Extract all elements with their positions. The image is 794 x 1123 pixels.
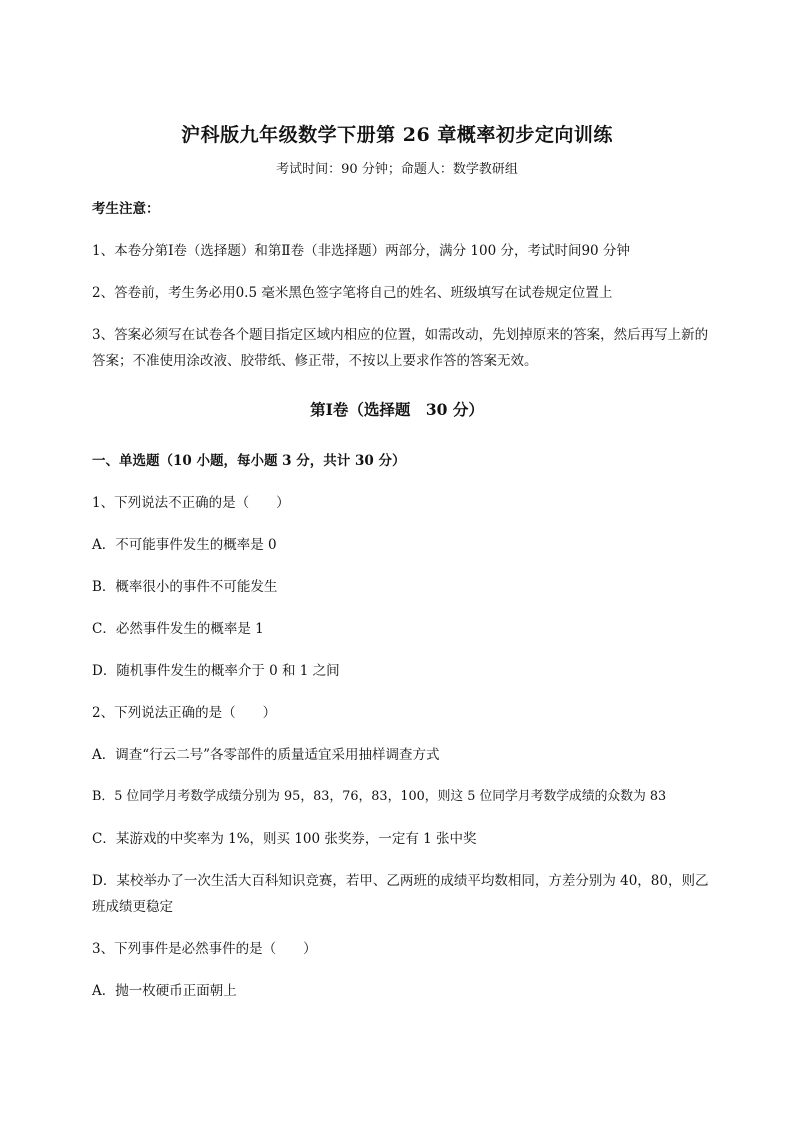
notice-heading: 考生注意：: [92, 201, 160, 217]
section-title: 第Ⅰ卷（选择题 30 分）: [310, 400, 484, 419]
notice-item-3: 3、答案必须写在试卷各个题目指定区域内相应的位置，如需改动，先划掉原来的答案，然后再写上新的答案；不准使用涂改液、胶带纸、修正带，不按以上要求作答的答案无效。: [92, 327, 709, 369]
question-2-option-d: D．某校举办了一次生活大百科知识竞赛，若甲、乙两班的成绩平均数相同，方差分别为 40，80，则乙班成绩更稳定: [92, 873, 709, 915]
question-1-option-a: A．不可能事件发生的概率是 0: [92, 537, 277, 553]
notice-item-2: 2、答卷前，考生务必用0.5 毫米黑色签字笔将自己的姓名、班级填写在试卷规定位置上: [92, 285, 613, 301]
question-1-option-c: C．必然事件发生的概率是 1: [92, 621, 264, 637]
question-1-stem: 1、下列说法不正确的是（ ）: [92, 495, 290, 511]
part-heading: 一、单选题（10 小题，每小题 3 分，共计 30 分）: [92, 453, 406, 469]
question-3-stem: 3、下列事件是必然事件的是（ ）: [92, 941, 317, 957]
question-2-option-b: B．5 位同学月考数学成绩分别为 95，83，76，83，100，则这 5 位同学月考数学成绩的众数为 83: [92, 789, 667, 804]
question-3-option-a: A．抛一枚硬币正面朝上: [92, 983, 237, 999]
question-2-option-a: A．调查“行云二号”各零部件的质量适宜采用抽样调查方式: [92, 747, 440, 763]
exam-info: 考试时间：90 分钟；命题人：数学教研组: [276, 162, 518, 177]
page-title: 沪科版九年级数学下册第 26 章概率初步定向训练: [181, 124, 613, 146]
question-2-option-c: C．某游戏的中奖率为 1%，则买 100 张奖券，一定有 1 张中奖: [92, 831, 477, 847]
question-1-option-b: B．概率很小的事件不可能发生: [92, 579, 278, 595]
notice-item-1: 1、本卷分第Ⅰ卷（选择题）和第Ⅱ卷（非选择题）两部分，满分 100 分，考试时间90 分钟: [92, 243, 630, 259]
question-1-option-d: D．随机事件发生的概率介于 0 和 1 之间: [92, 663, 340, 679]
question-2-stem: 2、下列说法正确的是（ ）: [92, 705, 277, 721]
